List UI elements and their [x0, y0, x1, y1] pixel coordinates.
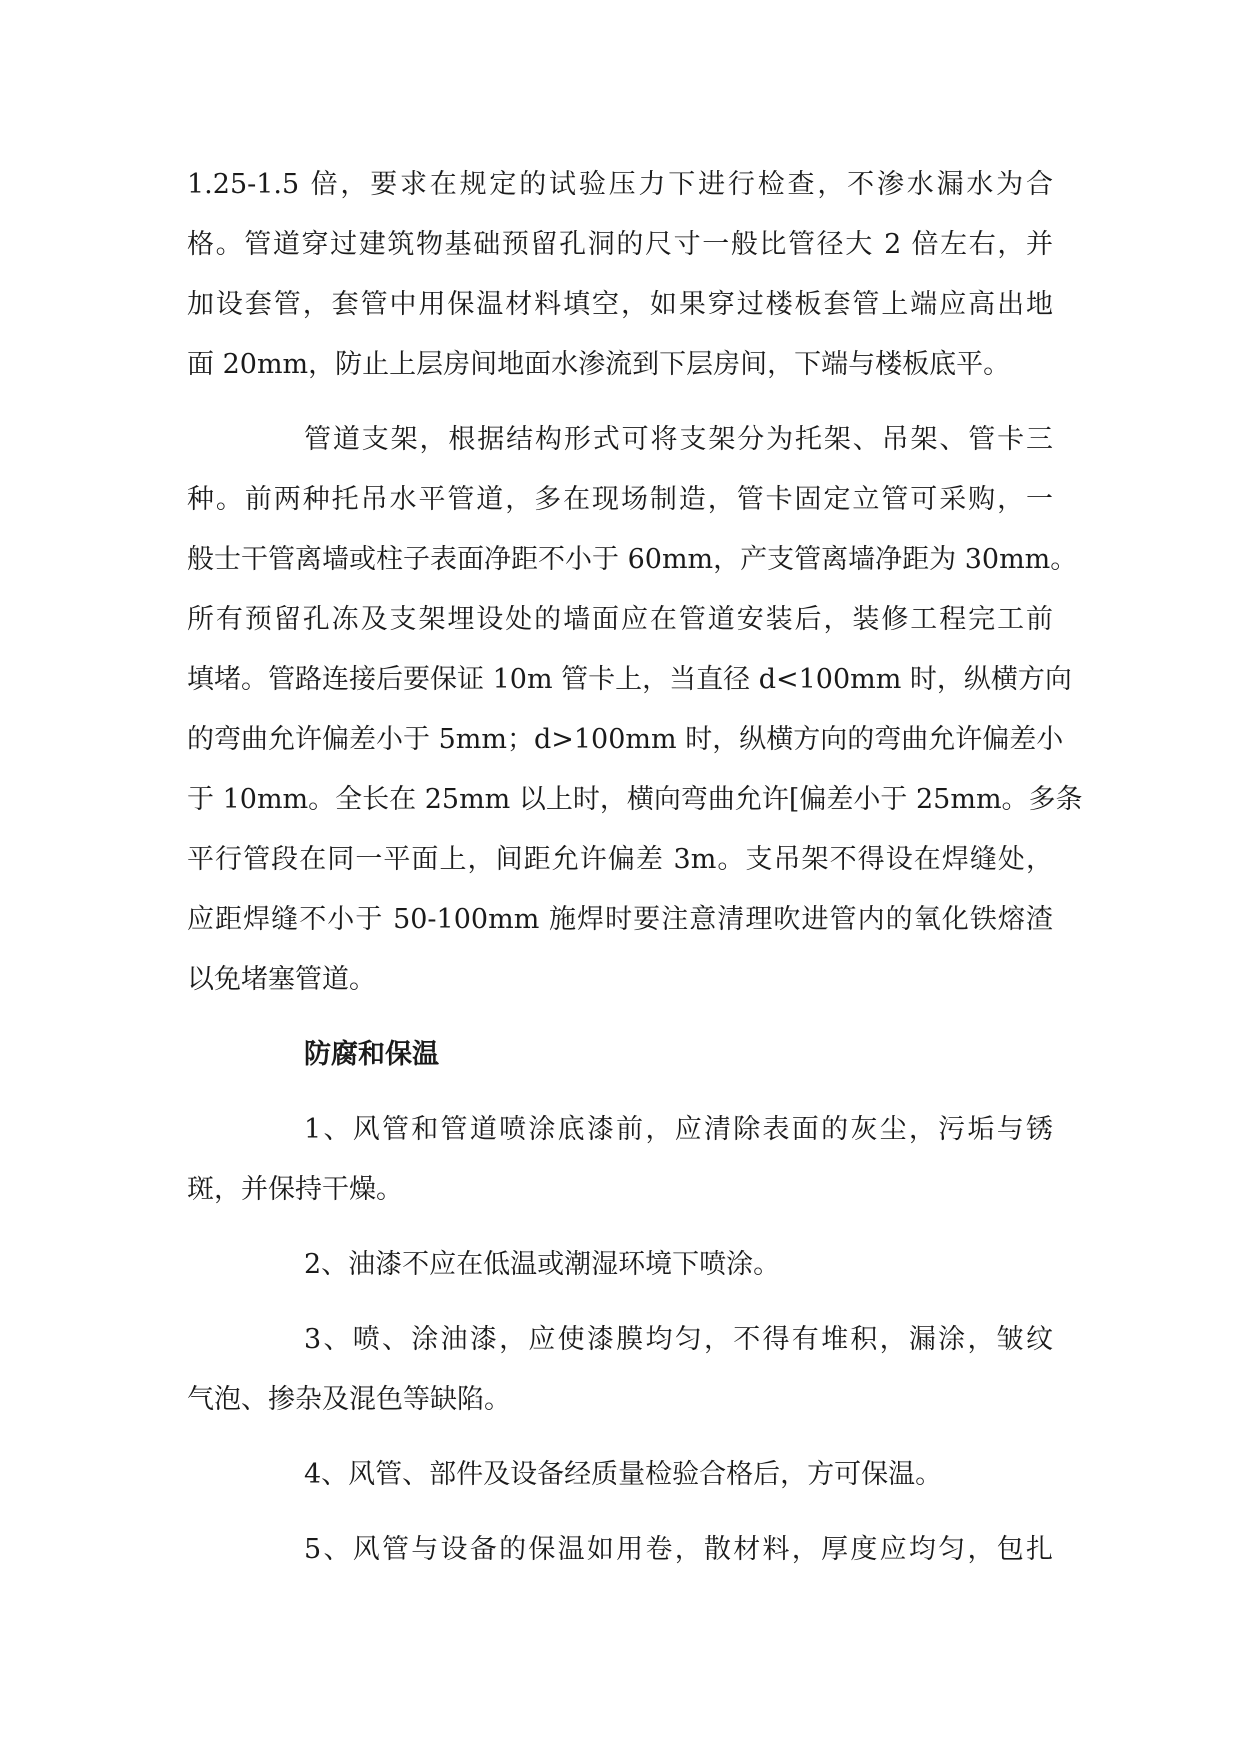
text-line: 所有预留孔冻及支架埋设处的墙面应在管道安装后，装修工程完工前 — [187, 604, 1053, 635]
paragraph-pipe-supports — [187, 410, 1083, 1010]
text-line: 1、风管和管道喷涂底漆前，应清除表面的灰尘，污垢与锈 — [304, 1114, 1053, 1145]
text-line: 管道支架，根据结构形式可将支架分为托架、吊架、管卡三 — [304, 424, 1053, 455]
text-line: 于 10mm。全长在 25mm 以上时，横向弯曲允许[偏差小于 25mm。多条 — [187, 784, 1083, 815]
list-item — [187, 1100, 1053, 1220]
text-line: 4、风管、部件及设备经质量检验合格后，方可保温。 — [304, 1459, 943, 1490]
section-heading: 防腐和保温 — [304, 1039, 439, 1070]
document-body — [187, 155, 1083, 1580]
text-line: 加设套管，套管中用保温材料填空，如果穿过楼板套管上端应高出地 — [187, 289, 1053, 320]
list-item — [187, 1235, 1053, 1295]
text-line: 格。管道穿过建筑物基础预留孔洞的尺寸一般比管径大 2 倍左右，并 — [187, 229, 1053, 260]
text-line: 面 20mm，防止上层房间地面水渗流到下层房间，下端与楼板底平。 — [187, 349, 1011, 380]
paragraph-pressure-test — [187, 155, 1053, 395]
list-item — [187, 1445, 1053, 1505]
text-line: 以免堵塞管道。 — [187, 964, 376, 995]
text-line: 1.25-1.5 倍，要求在规定的试验压力下进行检查，不渗水漏水为合 — [187, 169, 1053, 200]
text-line: 种。前两种托吊水平管道，多在现场制造，管卡固定立管可采购，一 — [187, 484, 1053, 515]
text-line: 5、风管与设备的保温如用卷，散材料，厚度应均匀，包扎 — [304, 1534, 1053, 1565]
text-line: 2、油漆不应在低温或潮湿环境下喷涂。 — [304, 1249, 781, 1280]
text-line: 3、喷、涂油漆，应使漆膜均匀，不得有堆积，漏涂，皱纹 — [304, 1324, 1053, 1355]
text-line: 斑，并保持干燥。 — [187, 1174, 403, 1205]
list-item — [187, 1310, 1053, 1430]
text-line: 应距焊缝不小于 50-100mm 施焊时要注意清理吹进管内的氧化铁熔渣 — [187, 904, 1053, 935]
text-line: 填堵。管路连接后要保证 10m 管卡上，当直径 d<100mm 时，纵横方向 — [187, 664, 1072, 695]
list-item — [187, 1520, 1053, 1580]
text-line: 气泡、掺杂及混色等缺陷。 — [187, 1384, 511, 1415]
text-line: 般士干管离墙或柱子表面净距不小于 60mm，产支管离墙净距为 30mm。 — [187, 544, 1078, 575]
text-line: 的弯曲允许偏差小于 5mm；d>100mm 时，纵横方向的弯曲允许偏差小 — [187, 724, 1064, 755]
text-line: 平行管段在同一平面上，间距允许偏差 3m。支吊架不得设在焊缝处， — [187, 844, 1053, 875]
